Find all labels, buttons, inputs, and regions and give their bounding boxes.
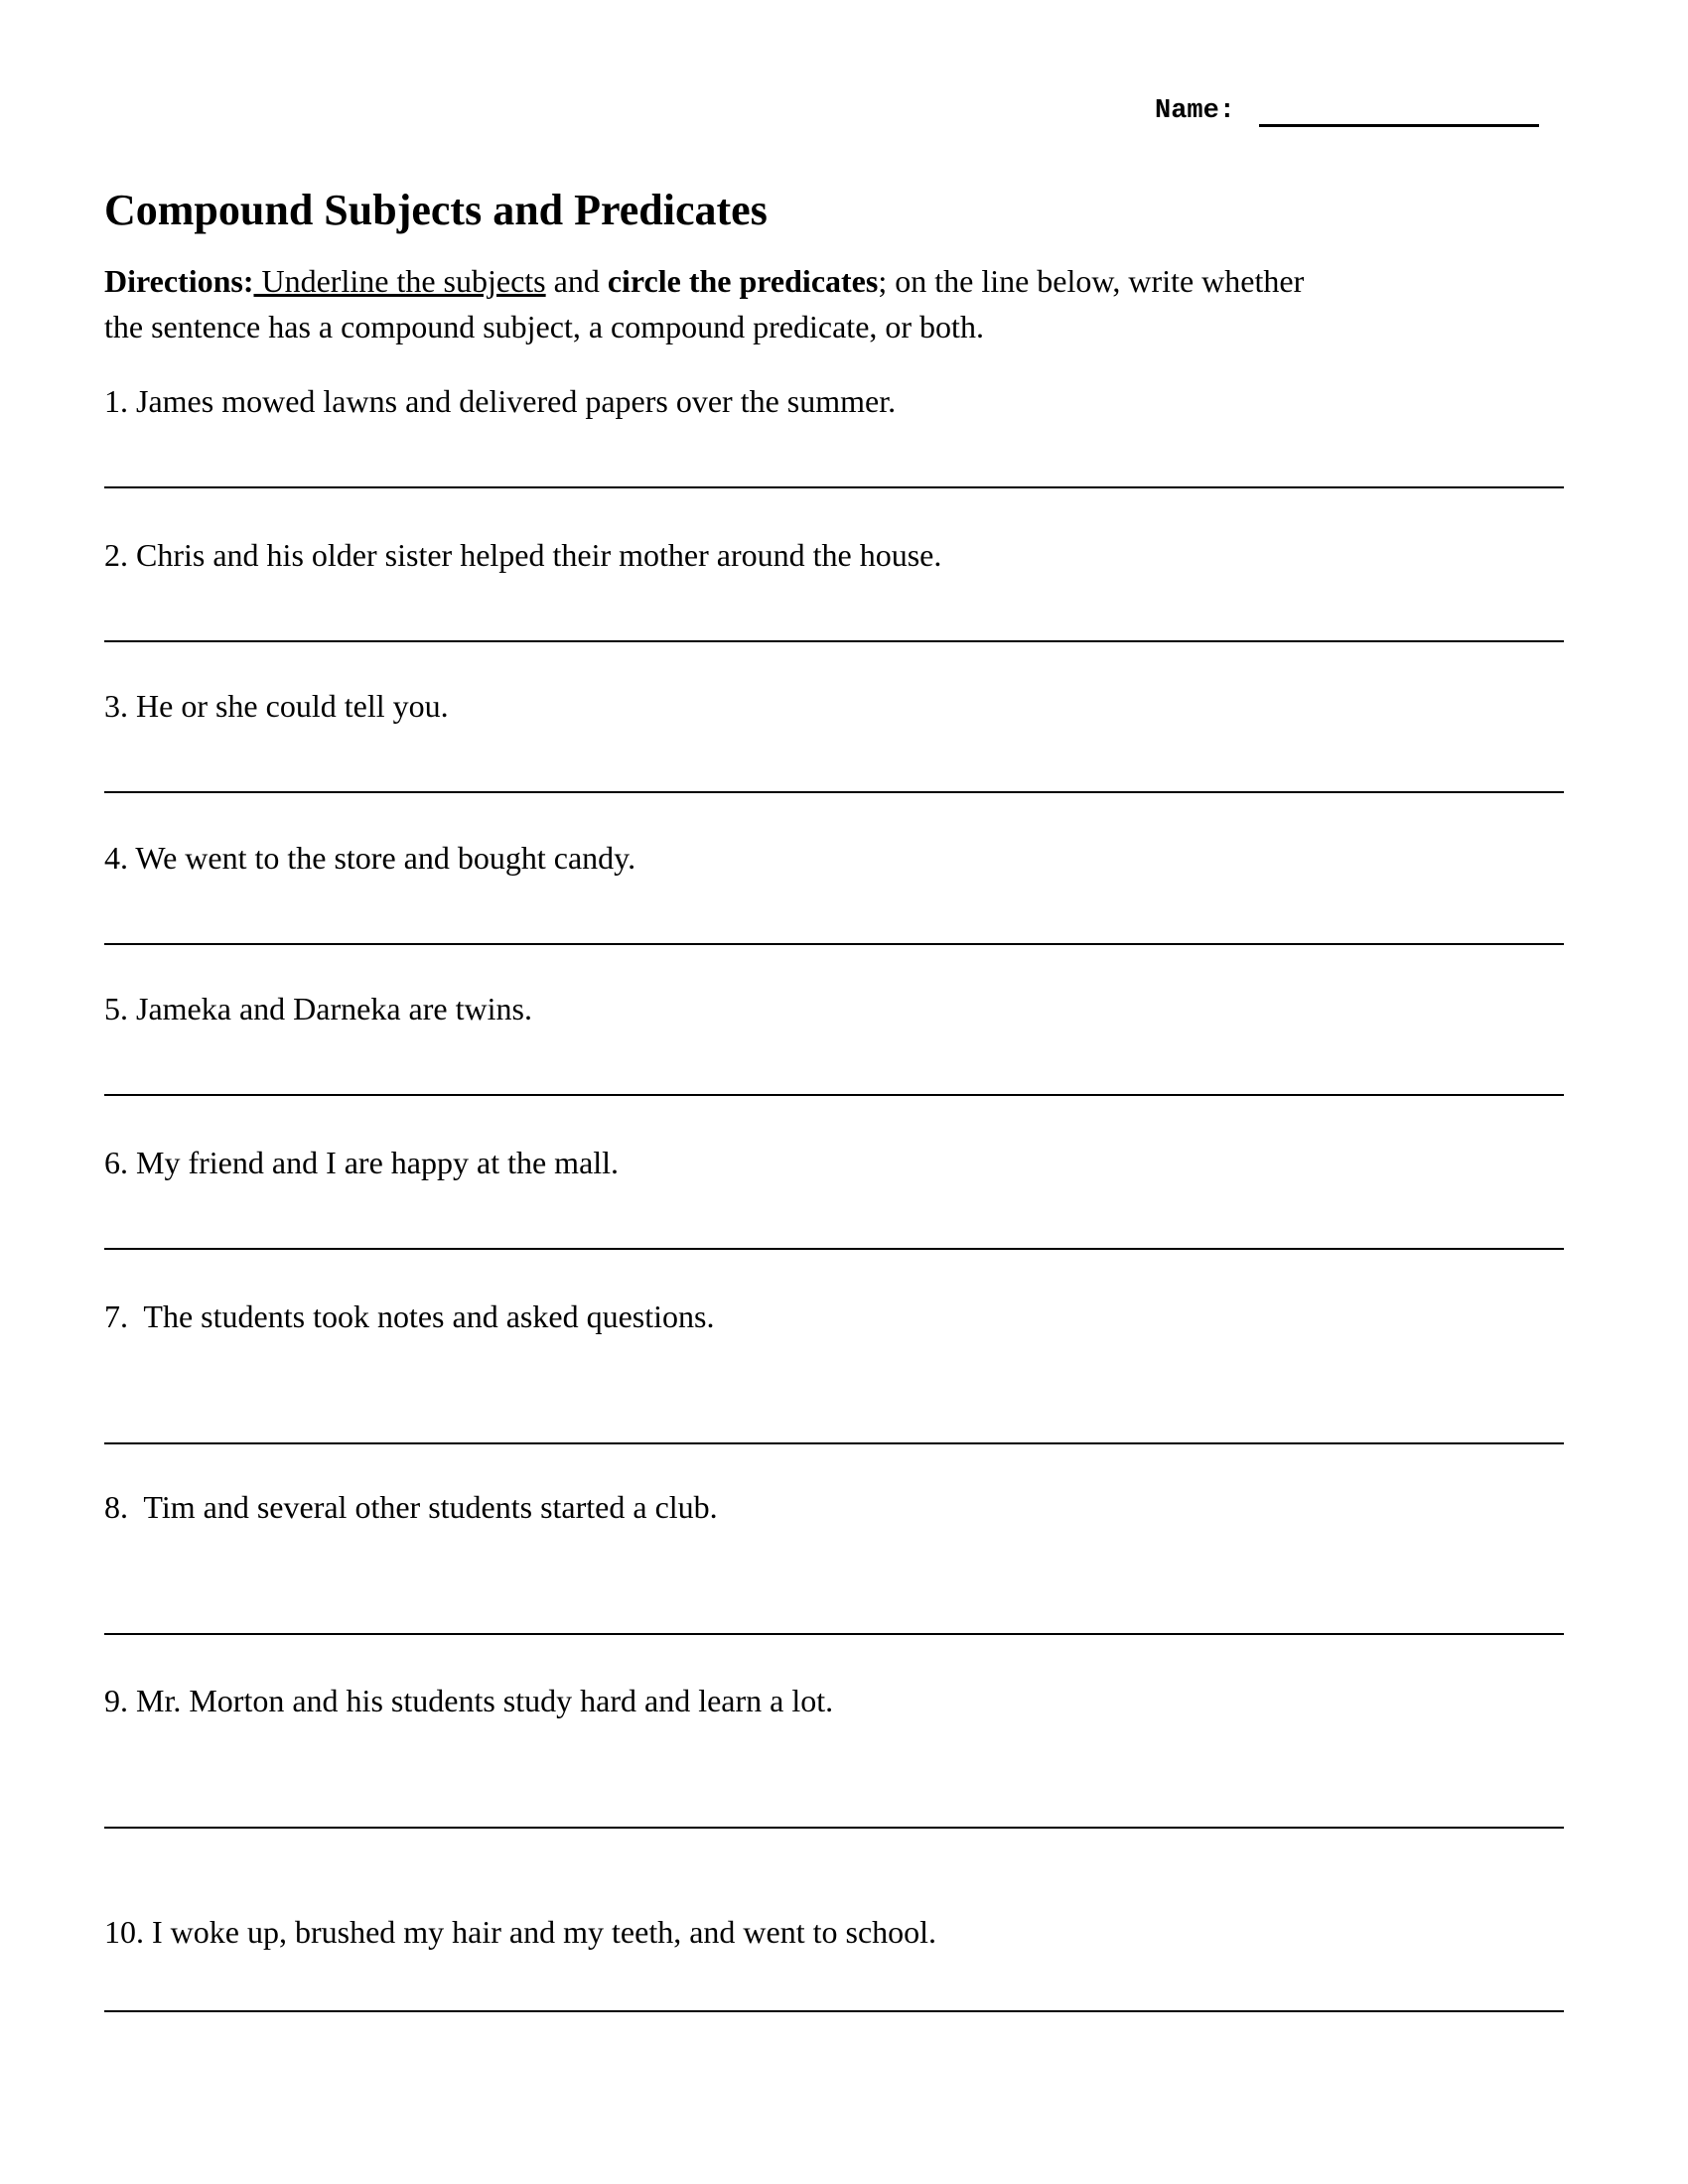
sentence-7: 7. The students took notes and asked questions. [104, 1298, 715, 1334]
answer-line-1[interactable] [104, 486, 1564, 488]
name-blank-line[interactable] [1259, 95, 1539, 127]
answer-line-4[interactable] [104, 943, 1564, 945]
sentence-10: 10. I woke up, brushed my hair and my teeth, and went to school. [104, 1914, 937, 1950]
directions-mid: and [545, 263, 608, 299]
sentence-5: 5. Jameka and Darneka are twins. [104, 991, 532, 1026]
worksheet-item-2 [104, 534, 1564, 642]
answer-line-5[interactable] [104, 1094, 1564, 1096]
name-label: Name: [1155, 96, 1236, 126]
worksheet-item-9 [104, 1680, 1564, 1829]
worksheet-item-4 [104, 837, 1564, 945]
answer-line-10[interactable] [104, 2010, 1564, 2012]
answer-line-2[interactable] [104, 640, 1564, 642]
sentence-3: 3. He or she could tell you. [104, 688, 449, 724]
worksheet-item-8 [104, 1486, 1564, 1635]
answer-line-9[interactable] [104, 1827, 1564, 1829]
directions-label: Directions: [104, 263, 254, 299]
answer-line-3[interactable] [104, 791, 1564, 793]
worksheet-item-5 [104, 988, 1564, 1096]
answer-line-7[interactable] [104, 1442, 1564, 1444]
worksheet-item-3 [104, 685, 1564, 793]
sentence-8: 8. Tim and several other students started a club. [104, 1489, 718, 1525]
directions-underlined-phrase: Underline the subjects [253, 263, 546, 299]
name-header [1155, 95, 1539, 127]
answer-line-6[interactable] [104, 1248, 1564, 1250]
answer-line-8[interactable] [104, 1633, 1564, 1635]
sentence-9: 9. Mr. Morton and his students study hard and learn a lot. [104, 1683, 834, 1718]
directions-line-2: the sentence has a compound subject, a compound predicate, or both. [104, 309, 984, 344]
directions-bold-phrase: circle the predicates [607, 263, 879, 299]
directions-rest: ; on the line below, write whether [878, 263, 1305, 299]
directions-line-1 [104, 258, 1514, 304]
directions [104, 258, 1514, 349]
worksheet-item-10 [104, 1911, 1564, 2012]
sentence-1: 1. James mowed lawns and delivered papers over the summer. [104, 383, 897, 419]
sentence-6: 6. My friend and I are happy at the mall. [104, 1145, 620, 1180]
sentence-4: 4. We went to the store and bought candy. [104, 840, 636, 876]
worksheet-item-7 [104, 1296, 1564, 1444]
worksheet-item-1 [104, 380, 1564, 488]
sentence-2: 2. Chris and his older sister helped their mother around the house. [104, 537, 942, 573]
page-title: Compound Subjects and Predicates [104, 186, 768, 235]
worksheet-item-6 [104, 1142, 1564, 1250]
